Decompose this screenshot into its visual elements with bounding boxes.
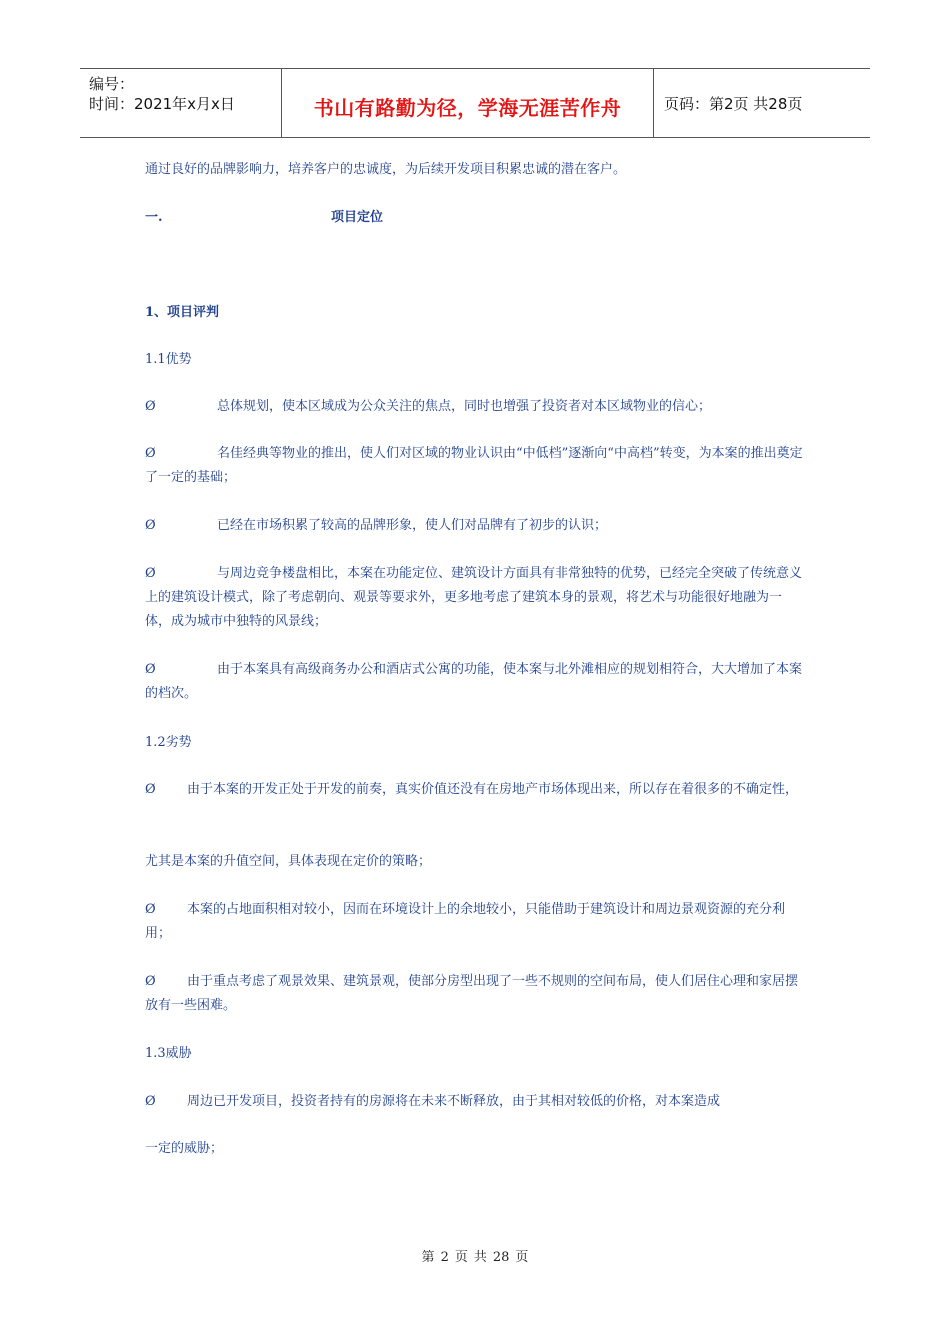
disadvantage-continuation: 尤其是本案的升值空间，具体表现在定价的策略；: [145, 854, 432, 869]
bullet-icon: Ø: [145, 566, 156, 581]
disadvantage-item: [145, 778, 807, 802]
header-left-cell: [80, 69, 282, 137]
advantage-item: [145, 395, 807, 419]
bullet-icon: Ø: [145, 782, 156, 797]
advantage-text: 总体规划，使本区域成为公众关注的焦点，同时也增强了投资者对本区域物业的信心；: [217, 399, 712, 414]
header-page-label: 页码：第2页 共28页: [664, 95, 803, 113]
footer-page-number: 2: [440, 1250, 449, 1265]
bullet-icon: Ø: [145, 518, 156, 533]
advantage-text: 名佳经典等物业的推出，使人们对区域的物业认识由“中低档”逐渐向“中高档”转变，为本案的推出奠定了一定的基础；: [145, 446, 803, 485]
advantage-item: [145, 514, 807, 538]
threat-text: 周边已开发项目，投资者持有的房源将在未来不断释放，由于其相对较低的价格，对本案造成: [187, 1094, 721, 1109]
footer-text: 页: [515, 1250, 529, 1265]
disadvantage-text: 本案的占地面积相对较小，因而在环境设计上的余地较小，只能借助于建筑设计和周边景观资源的充分利用；: [145, 902, 786, 941]
doc-number-label: 编号：: [89, 75, 135, 93]
disadvantage-item: [145, 898, 807, 946]
page-footer: [0, 1246, 950, 1265]
page-header: [80, 68, 870, 138]
header-page-cell: [654, 69, 870, 137]
threat-continuation: 一定的威胁；: [145, 1141, 224, 1156]
advantages-heading: 1.1优势: [145, 352, 192, 367]
advantage-item: [145, 562, 807, 634]
bullet-icon: Ø: [145, 446, 156, 461]
disadvantages-heading: 1.2劣势: [145, 735, 192, 750]
advantage-item: [145, 658, 807, 706]
advantage-text: 由于本案具有高级商务办公和酒店式公寓的功能，使本案与北外滩相应的规划相符合，大大增加了本案的档次。: [145, 662, 803, 701]
footer-text: 第: [421, 1250, 435, 1265]
subsection-heading: 1、项目评判: [145, 305, 220, 320]
section-title: 项目定位: [331, 210, 384, 225]
footer-text: 共: [473, 1250, 487, 1265]
doc-date-label: 时间：2021年x月x日: [89, 95, 235, 113]
intro-paragraph: 通过良好的品牌影响力，培养客户的忠诚度，为后续开发项目积累忠诚的潜在客户。: [145, 162, 627, 177]
header-motto: 书山有路勤为径，学海无涯苦作舟: [313, 96, 622, 120]
footer-text: 页: [454, 1250, 468, 1265]
advantage-item: [145, 442, 807, 490]
disadvantage-text: 由于重点考虑了观景效果、建筑景观，使部分房型出现了一些不规则的空间布局，使人们居住心理和家居摆放有一些困难。: [145, 974, 799, 1013]
disadvantage-item: [145, 970, 807, 1018]
advantage-text: 已经在市场积累了较高的品牌形象，使人们对品牌有了初步的认识；: [217, 518, 608, 533]
threats-heading: 1.3威胁: [145, 1046, 192, 1061]
section-number: 一.: [145, 210, 163, 225]
disadvantage-text: 由于本案的开发正处于开发的前奏，真实价值还没有在房地产市场体现出来，所以存在着很多的不确定性，: [187, 782, 799, 797]
header-motto-cell: [282, 69, 654, 137]
advantage-text: 与周边竞争楼盘相比，本案在功能定位、建筑设计方面具有非常独特的优势，已经完全突破了传统意义上的建筑设计模式，除了考虑朝向、观景等要求外，更多地考虑了建筑本身的景观，将艺术与功能很好地融为一体，成为城市中独特的风景线；: [145, 566, 803, 629]
bullet-icon: Ø: [145, 662, 156, 677]
bullet-icon: Ø: [145, 1094, 156, 1109]
bullet-icon: Ø: [145, 399, 156, 414]
footer-total-pages: 28: [492, 1250, 510, 1265]
threat-item: [145, 1090, 807, 1114]
bullet-icon: Ø: [145, 974, 156, 989]
bullet-icon: Ø: [145, 902, 156, 917]
